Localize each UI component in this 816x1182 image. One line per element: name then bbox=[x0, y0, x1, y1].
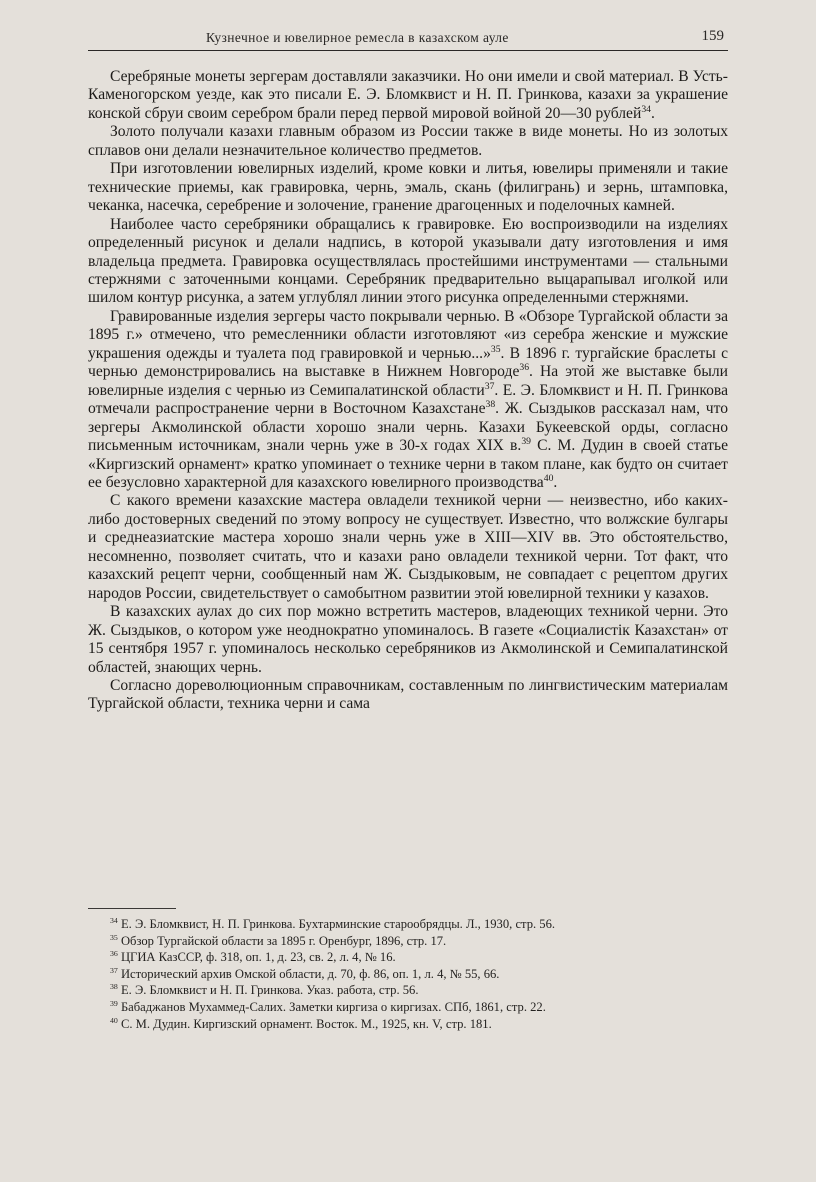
footnote-ref: 39 bbox=[521, 435, 531, 447]
footnote-ref: 34 bbox=[641, 103, 651, 115]
paragraph: При изготовлении ювелирных изделий, кроме ковки и литья, ювелиры применяли и такие технические приемы, как гравировка, чернь, эмаль, скань (филигрань) и зернь, штамповка, чеканка, насечка, серебрение и золочение, гранение драгоценных и поделочных камней. bbox=[88, 160, 728, 215]
page-number: 159 bbox=[701, 28, 724, 44]
paragraph: Наиболее часто серебряники обращались к гравировке. Ею воспроизводили на изделиях определенный рисунок и делали надпись, в которой указывали дату изготовления и имя владельца предмета. Гравировка осуществлялась простейшими инструментами — стальными стержнями с заточенными концами. Серебряник предварительно выцарапывал иголкой или шилом контур рисунка, а затем углублял линии этого рисунка определенными стержнями. bbox=[88, 215, 728, 307]
footnote-ref: 35 bbox=[490, 343, 501, 355]
footnotes bbox=[88, 916, 728, 1032]
footnote-ref: 38 bbox=[485, 398, 496, 410]
running-title: Кузнечное и ювелирное ремесла в казахском ауле bbox=[206, 30, 509, 45]
paragraph: Золото получали казахи главным образом из России также в виде монеты. Но из золотых сплавов они делали незначительное количество предметов. bbox=[88, 123, 728, 159]
paragraph: Серебряные монеты зергерам доставляли заказчики. Но они имели и свой материал. В Усть-Каменогорском уезде, как это писали Е. Э. Бломквист и Н. П. Гринкова, казахи за украшение конской сбруи своим серебром брали перед первой мировой войной 20—30 рублей$^{34}$. bbox=[88, 68, 728, 122]
paragraph: В казахских аулах до сих пор можно встретить мастеров, владеющих техникой черни. Это Ж. Сыздыков, о котором уже неоднократно упоминалось. В газете «Социалистік Казахстан» от 15 сентября 1957 г. упоминалось несколько серебряников из Акмолинской и Семипалатинской областей, знающих чернь. bbox=[88, 603, 728, 676]
footnote: $^{35}$ Обзор Тургайской области за 1895 г. Оренбург, 1896, стр. 17. bbox=[110, 932, 447, 948]
header-rule bbox=[88, 50, 728, 51]
footnote: $^{34}$ Е. Э. Бломквист, Н. П. Гринкова. Бухтарминские старообрядцы. Л., 1930, стр. 56. bbox=[110, 915, 556, 931]
footnote: $^{37}$ Исторический архив Омской области, д. 70, ф. 86, оп. 1, л. 4, № 55, 66. bbox=[110, 965, 500, 981]
footnote-ref: 36 bbox=[519, 362, 530, 374]
footnote-rule bbox=[88, 908, 176, 909]
paragraph: Гравированные изделия зергеры часто покрывали чернью. В «Обзоре Тургайской области за 1895 г.» отмечено, что ремесленники области изготовляют «из серебра женские и мужские украшения одежды и туалета под гравировкой и чернью...»$^{35}$. В 1896 г. тургайские браслеты с чернью демонстрировались на выставке в Нижнем Новгороде$^{36}$. На этой же выставке были ювелирные изделия с чернью из Семипалатинской области$^{37}$. Е. Э. Бломквист и Н. П. Гринкова отмечали распространение черни в Восточном Казахстане$^{38}$. Ж. Сыздыков рассказал нам, что зергеры Акмолинской области хорошо знали чернь. Казахи Букеевской орды, согласно письменным источникам, знали чернь уже в 30-х годах XIX в.$^{39}$ С. М. Дудин в своей статье «Киргизский орнамент» кратко упоминает о технике черни в таком плане, как будто он считает ее безусловно характерной для казахского ювелирного производства$^{40}$. bbox=[88, 307, 728, 491]
main-text bbox=[88, 68, 728, 714]
running-header bbox=[88, 26, 728, 48]
paragraph: С какого времени казахские мастера овладели техникой черни — неизвестно, ибо каких-либо достоверных сведений по этому вопросу не существует. Известно, что волжские булгары и среднеазиатские мастера хорошо знали чернь уже в XIII—XIV вв. Это обстоятельство, несомненно, позволяет считать, что и казахи рано овладели техникой черни. Тот факт, что казахский рецепт черни, сообщенный нам Ж. Сыздыковым, не совпадает с рецептом других народов России, свидетельствует о самобытном развитии этой ювелирной техники у казахов. bbox=[88, 492, 728, 602]
footnote: $^{39}$ Бабаджанов Мухаммед-Салих. Заметки киргиза о киргизах. СПб, 1861, стр. 22. bbox=[110, 998, 546, 1014]
footnote: $^{36}$ ЦГИА КазССР, ф. 318, оп. 1, д. 23, св. 2, л. 4, № 16. bbox=[110, 949, 396, 965]
footnote-ref: 40 bbox=[543, 472, 554, 484]
footnote-ref: 37 bbox=[484, 380, 495, 392]
footnote: $^{38}$ Е. Э. Бломквист и Н. П. Гринкова. Указ. работа, стр. 56. bbox=[110, 982, 419, 998]
footnote: $^{40}$ С. М. Дудин. Киргизский орнамент. Восток. М., 1925, кн. V, стр. 181. bbox=[110, 1015, 492, 1031]
paragraph: Согласно дореволюционным справочникам, составленным по лингвистическим материалам Тургайской области, техника черни и сама bbox=[88, 676, 728, 713]
